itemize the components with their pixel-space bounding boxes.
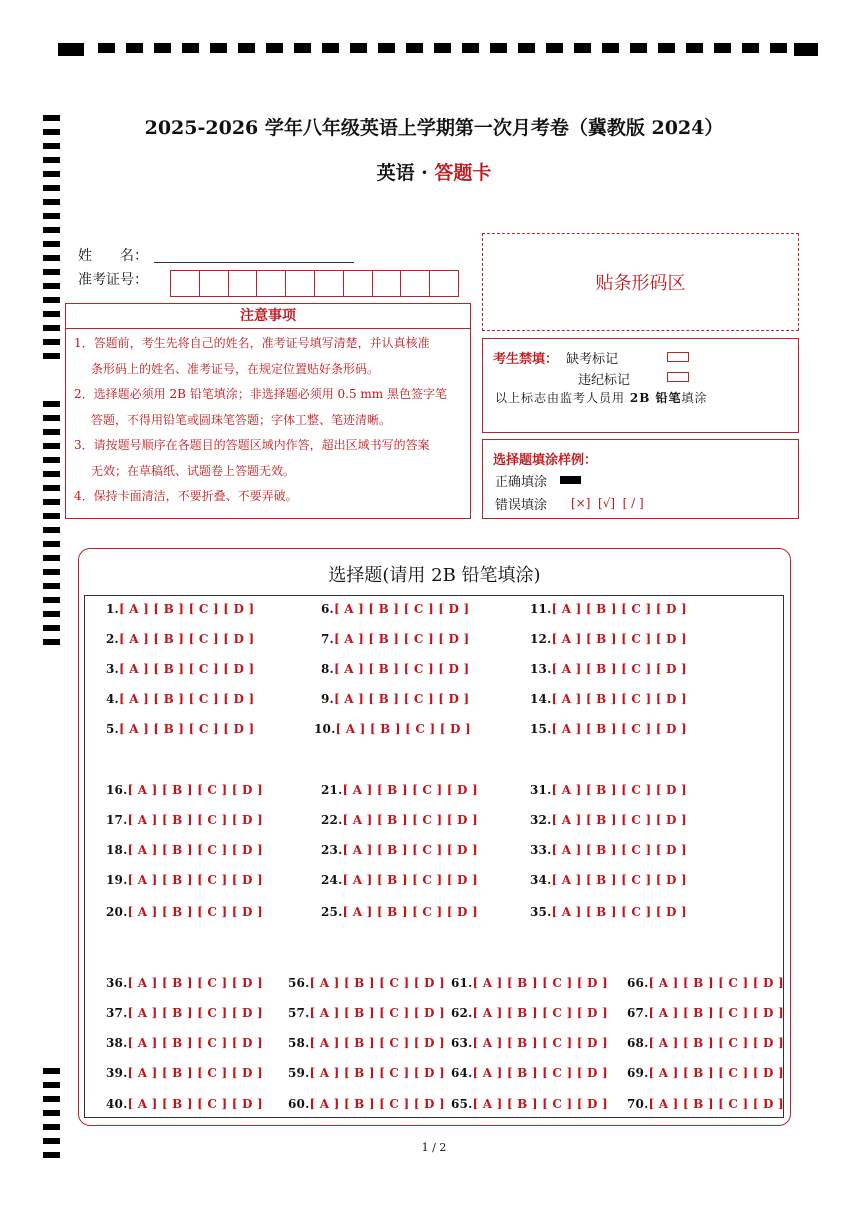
- question-60[interactable]: 60.[ A ] [ B ] [ C ] [ D ]: [288, 1097, 445, 1111]
- notice-item: 4．保持卡面清洁，不要折叠、不要弄破。: [74, 489, 298, 503]
- question-39[interactable]: 39.[ A ] [ B ] [ C ] [ D ]: [106, 1066, 263, 1080]
- prohibit-label: 考生禁填：: [493, 352, 559, 367]
- question-22[interactable]: 22.[ A ] [ B ] [ C ] [ D ]: [321, 813, 478, 827]
- wrong-fill-samples: [×] [√] [ / ]: [571, 496, 644, 510]
- absent-label: 缺考标记: [566, 352, 619, 367]
- name-label: 姓 名：: [78, 248, 148, 264]
- question-10[interactable]: 10.[ A ] [ B ] [ C ] [ D ]: [314, 722, 471, 736]
- question-19[interactable]: 19.[ A ] [ B ] [ C ] [ D ]: [106, 873, 263, 887]
- prohibit-box: [482, 338, 799, 433]
- question-6[interactable]: 6.[ A ] [ B ] [ C ] [ D ]: [321, 602, 470, 616]
- notice-item: 答题，不得用铅笔或圆珠笔答题；字体工整、笔迹清晰。: [91, 412, 392, 427]
- question-9[interactable]: 9.[ A ] [ B ] [ C ] [ D ]: [321, 692, 470, 706]
- barcode-area: [482, 233, 799, 331]
- question-56[interactable]: 56.[ A ] [ B ] [ C ] [ D ]: [288, 976, 445, 990]
- barcode-label: 贴条形码区: [595, 273, 686, 294]
- question-70[interactable]: 70.[ A ] [ B ] [ C ] [ D ]: [627, 1097, 784, 1111]
- question-5[interactable]: 5.[ A ] [ B ] [ C ] [ D ]: [106, 722, 255, 736]
- name-field[interactable]: [154, 262, 354, 263]
- question-4[interactable]: 4.[ A ] [ B ] [ C ] [ D ]: [106, 692, 255, 706]
- question-15[interactable]: 15.[ A ] [ B ] [ C ] [ D ]: [530, 722, 687, 736]
- question-14[interactable]: 14.[ A ] [ B ] [ C ] [ D ]: [530, 692, 687, 706]
- question-67[interactable]: 67.[ A ] [ B ] [ C ] [ D ]: [627, 1006, 784, 1020]
- question-62[interactable]: 62.[ A ] [ B ] [ C ] [ D ]: [451, 1006, 608, 1020]
- question-40[interactable]: 40.[ A ] [ B ] [ C ] [ D ]: [106, 1097, 263, 1111]
- question-13[interactable]: 13.[ A ] [ B ] [ C ] [ D ]: [530, 662, 687, 676]
- correct-fill-sample: [560, 476, 581, 484]
- prohibit-note: 以上标志由监考人员用 2B 铅笔填涂: [495, 391, 708, 405]
- question-57[interactable]: 57.[ A ] [ B ] [ C ] [ D ]: [288, 1006, 445, 1020]
- notice-item: 无效；在草稿纸、试题卷上答题无效。: [91, 463, 296, 478]
- question-18[interactable]: 18.[ A ] [ B ] [ C ] [ D ]: [106, 843, 263, 857]
- question-69[interactable]: 69.[ A ] [ B ] [ C ] [ D ]: [627, 1066, 784, 1080]
- question-33[interactable]: 33.[ A ] [ B ] [ C ] [ D ]: [530, 843, 687, 857]
- question-20[interactable]: 20.[ A ] [ B ] [ C ] [ D ]: [106, 905, 263, 919]
- wrong-fill-label: 错误填涂: [495, 498, 548, 513]
- question-23[interactable]: 23.[ A ] [ B ] [ C ] [ D ]: [321, 843, 478, 857]
- question-63[interactable]: 63.[ A ] [ B ] [ C ] [ D ]: [451, 1036, 608, 1050]
- question-31[interactable]: 31.[ A ] [ B ] [ C ] [ D ]: [530, 783, 687, 797]
- question-65[interactable]: 65.[ A ] [ B ] [ C ] [ D ]: [451, 1097, 608, 1111]
- question-8[interactable]: 8.[ A ] [ B ] [ C ] [ D ]: [321, 662, 470, 676]
- exam-title: 2025-2026 学年八年级英语上学期第一次月考卷（冀教版 2024）: [144, 117, 724, 139]
- absent-mark-box[interactable]: [667, 352, 689, 362]
- page-number: 1 / 2: [421, 1141, 447, 1154]
- question-37[interactable]: 37.[ A ] [ B ] [ C ] [ D ]: [106, 1006, 263, 1020]
- question-24[interactable]: 24.[ A ] [ B ] [ C ] [ D ]: [321, 873, 478, 887]
- exam-id-label: 准考证号：: [78, 272, 148, 288]
- question-7[interactable]: 7.[ A ] [ B ] [ C ] [ D ]: [321, 632, 470, 646]
- question-11[interactable]: 11.[ A ] [ B ] [ C ] [ D ]: [530, 602, 687, 616]
- question-58[interactable]: 58.[ A ] [ B ] [ C ] [ D ]: [288, 1036, 445, 1050]
- question-34[interactable]: 34.[ A ] [ B ] [ C ] [ D ]: [530, 873, 687, 887]
- question-25[interactable]: 25.[ A ] [ B ] [ C ] [ D ]: [321, 905, 478, 919]
- question-32[interactable]: 32.[ A ] [ B ] [ C ] [ D ]: [530, 813, 687, 827]
- notice-item: 3．请按题号顺序在各题目的答题区域内作答，超出区域书写的答案: [74, 438, 430, 452]
- question-21[interactable]: 21.[ A ] [ B ] [ C ] [ D ]: [321, 783, 478, 797]
- question-1[interactable]: 1.[ A ] [ B ] [ C ] [ D ]: [106, 602, 255, 616]
- violation-label: 违纪标记: [578, 373, 631, 388]
- sample-label: 选择题填涂样例：: [493, 453, 598, 468]
- question-16[interactable]: 16.[ A ] [ B ] [ C ] [ D ]: [106, 783, 263, 797]
- question-59[interactable]: 59.[ A ] [ B ] [ C ] [ D ]: [288, 1066, 445, 1080]
- exam-id-boxes[interactable]: [170, 270, 459, 297]
- question-61[interactable]: 61.[ A ] [ B ] [ C ] [ D ]: [451, 976, 608, 990]
- question-68[interactable]: 68.[ A ] [ B ] [ C ] [ D ]: [627, 1036, 784, 1050]
- question-66[interactable]: 66.[ A ] [ B ] [ C ] [ D ]: [627, 976, 784, 990]
- question-3[interactable]: 3.[ A ] [ B ] [ C ] [ D ]: [106, 662, 255, 676]
- card-subtitle: [0, 158, 868, 185]
- choice-title: 选择题(请用 2B 铅笔填涂): [328, 565, 541, 586]
- subtitle-prefix: 英语 ·: [376, 162, 435, 184]
- question-64[interactable]: 64.[ A ] [ B ] [ C ] [ D ]: [451, 1066, 608, 1080]
- sample-box: [482, 439, 799, 519]
- question-36[interactable]: 36.[ A ] [ B ] [ C ] [ D ]: [106, 976, 263, 990]
- question-38[interactable]: 38.[ A ] [ B ] [ C ] [ D ]: [106, 1036, 263, 1050]
- question-17[interactable]: 17.[ A ] [ B ] [ C ] [ D ]: [106, 813, 263, 827]
- question-2[interactable]: 2.[ A ] [ B ] [ C ] [ D ]: [106, 632, 255, 646]
- top-timing-marks: [0, 0, 868, 60]
- correct-fill-label: 正确填涂: [495, 475, 548, 490]
- violation-mark-box[interactable]: [667, 372, 689, 382]
- notice-item: 条形码上的姓名、准考证号，在规定位置贴好条形码。: [91, 361, 380, 376]
- notice-item: 1．答题前，考生先将自己的姓名，准考证号填写清楚，并认真核准: [74, 336, 430, 350]
- notice-box: [65, 303, 471, 519]
- question-12[interactable]: 12.[ A ] [ B ] [ C ] [ D ]: [530, 632, 687, 646]
- question-35[interactable]: 35.[ A ] [ B ] [ C ] [ D ]: [530, 905, 687, 919]
- subtitle-answer-card: 答题卡: [434, 162, 492, 184]
- notice-item: 2．选择题必须用 2B 铅笔填涂；非选择题必须用 0.5 mm 黑色签字笔: [74, 387, 448, 401]
- notice-heading: 注意事项: [66, 304, 470, 329]
